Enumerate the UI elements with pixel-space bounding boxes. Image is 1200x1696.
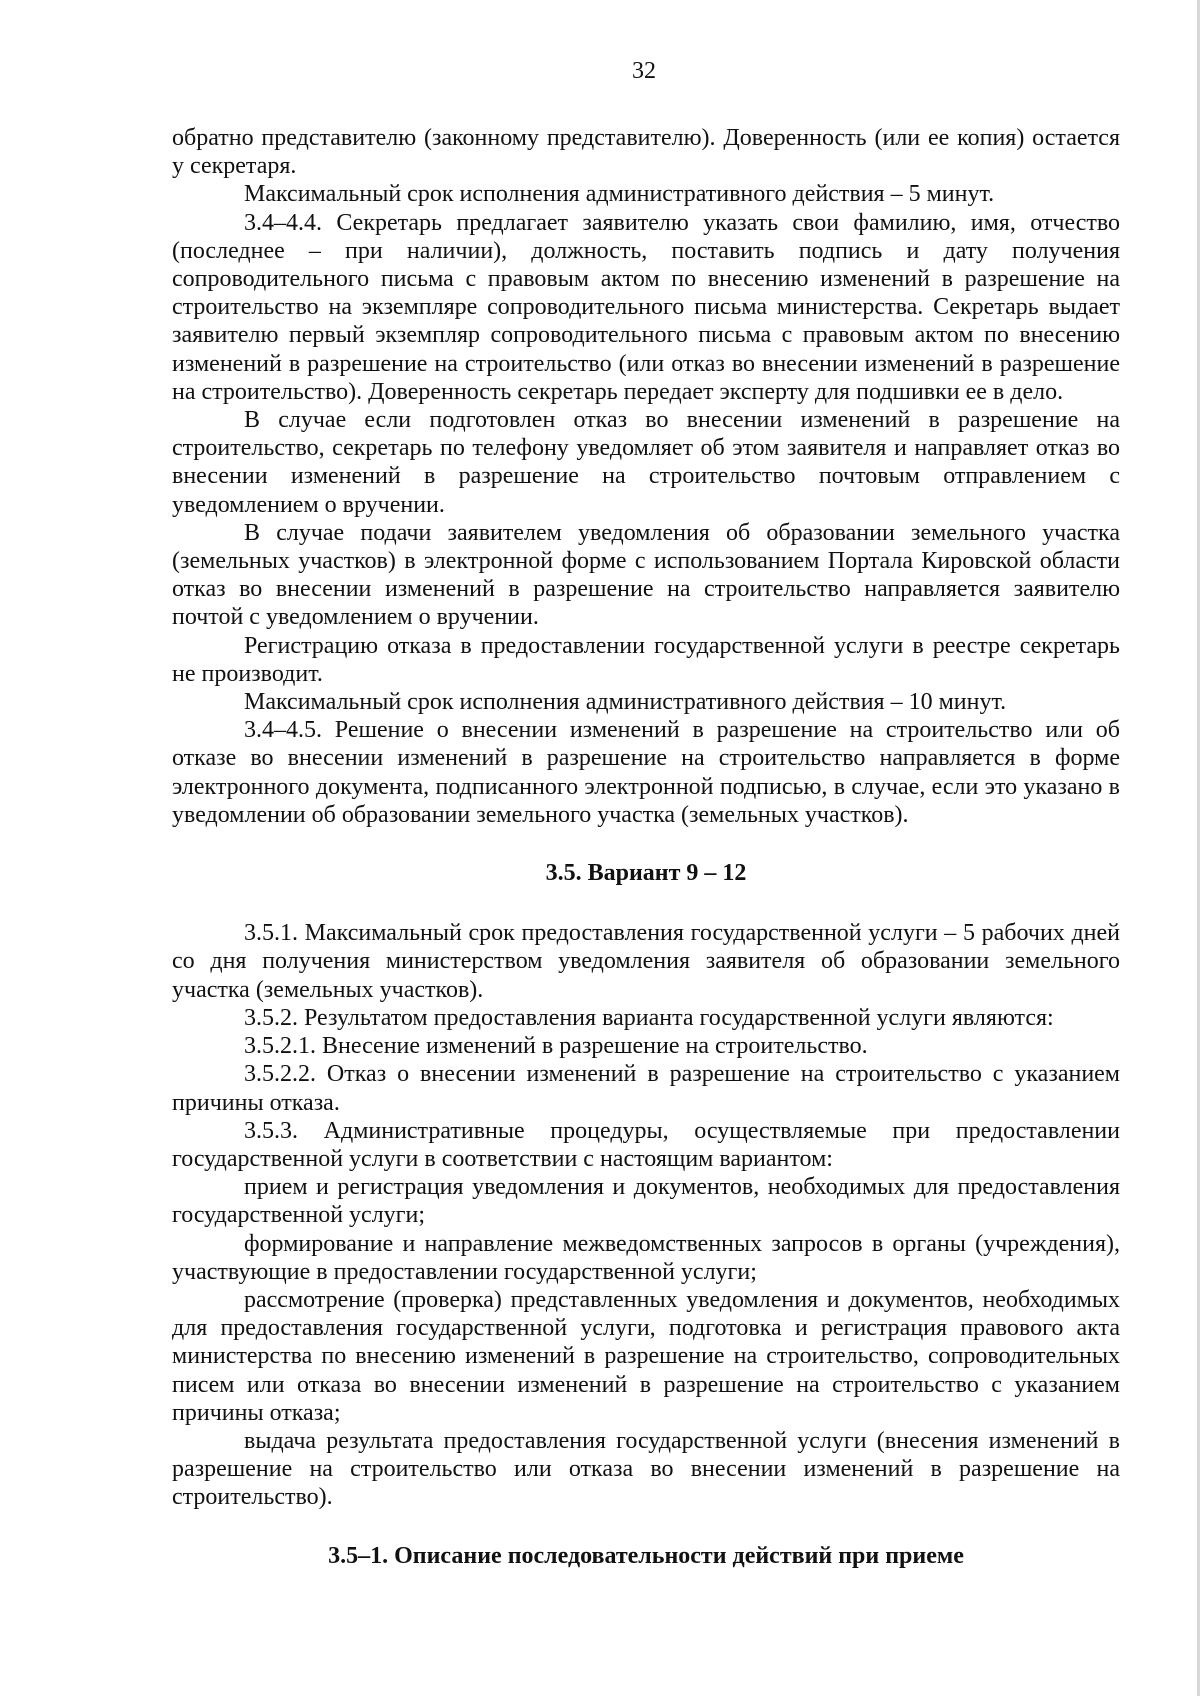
paragraph: 3.5.3. Административные процедуры, осуществляемые при предоставлении государственной услуги в соответствии с настоящим вариантом: (172, 1117, 1120, 1172)
paragraph: Максимальный срок исполнения административного действия – 10 минут. (244, 689, 1007, 716)
list-item: прием и регистрация уведомления и документов, необходимых для предоставления государственной услуги; (172, 1174, 1120, 1229)
paragraph: В случае подачи заявителем уведомления об образовании земельного участка (земельных участков) в электронной форме с использованием Портала Кировской области отказ во внесении изменений в разрешение на строительство направляется заявителю почтой с уведомлением о вручении. (172, 519, 1120, 631)
paragraph: 3.4–4.5. Решение о внесении изменений в разрешение на строительство или об отказе во внесении изменений в разрешение на строительство направляется в форме электронного документа, подписанного электронной подписью, в случае, если это указано в уведомлении об образовании земельного участка (земельных участков). (172, 717, 1120, 828)
paragraph: 3.5.2. Результатом предоставления варианта государственной услуги являются: (244, 1004, 1054, 1031)
paragraph: 3.5.1. Максимальный срок предоставления государственной услуги – 5 рабочих дней со дня получения министерством уведомления заявителя об образовании земельного участка (земельных участков). (172, 920, 1120, 1003)
paragraph: Регистрацию отказа в предоставлении государственной услуги в реестре секретарь не производит. (172, 632, 1120, 687)
paragraph: 3.5.2.2. Отказ о внесении изменений в разрешение на строительство с указанием причины отказа. (172, 1061, 1120, 1116)
paragraph: Максимальный срок исполнения административного действия – 5 минут. (244, 181, 995, 208)
document-body (172, 124, 1120, 1570)
paragraph: 3.5.2.1. Внесение изменений в разрешение на строительство. (244, 1033, 868, 1060)
paragraph: В случае если подготовлен отказ во внесении изменений в разрешение на строительство, секретарь по телефону уведомляет об этом заявителя и направляет отказ во внесении изменений в разрешение на строительство почтовым отправлением с уведомлением о вручении. (172, 407, 1120, 518)
subsection-heading: 3.5–1. Описание последовательности действий при приеме (328, 1542, 964, 1569)
section-heading: 3.5. Вариант 9 – 12 (545, 860, 747, 887)
list-item: рассмотрение (проверка) представленных уведомления и документов, необходимых для предоставления государственной услуги, подготовка и регистрация правового акта министерства по внесению изменений в разрешение на строительство, сопроводительных писем или отказа во внесении изменений в разрешение на строительство с указанием причины отказа; (172, 1286, 1120, 1426)
list-item: формирование и направление межведомственных запросов в органы (учреждения), участвующие в предоставлении государственной услуги; (172, 1230, 1120, 1285)
paragraph: 3.4–4.4. Секретарь предлагает заявителю указать свои фамилию, имя, отчество (последнее – при наличии), должность, поставить подпись и дату получения сопроводительного письма с правовым актом по внесению изменений в разрешение на строительство на экземпляре сопроводительного письма министерства. Секретарь выдает заявителю первый экземпляр сопроводительного письма с правовым актом по внесению изменений в разрешение на строительство (или отказ во внесении изменений в разрешение на строительство). Доверенность секретарь передает эксперту для подшивки ее в дело. (172, 209, 1120, 405)
list-item: выдача результата предоставления государственной услуги (внесения изменений в разрешение на строительство или отказа во внесении изменений в разрешение на строительство). (172, 1427, 1120, 1511)
paragraph-continuation: обратно представителю (законному представителю). Доверенность (или ее копия) остается у секретаря. (172, 125, 1120, 180)
page-number: 32 (632, 58, 656, 84)
